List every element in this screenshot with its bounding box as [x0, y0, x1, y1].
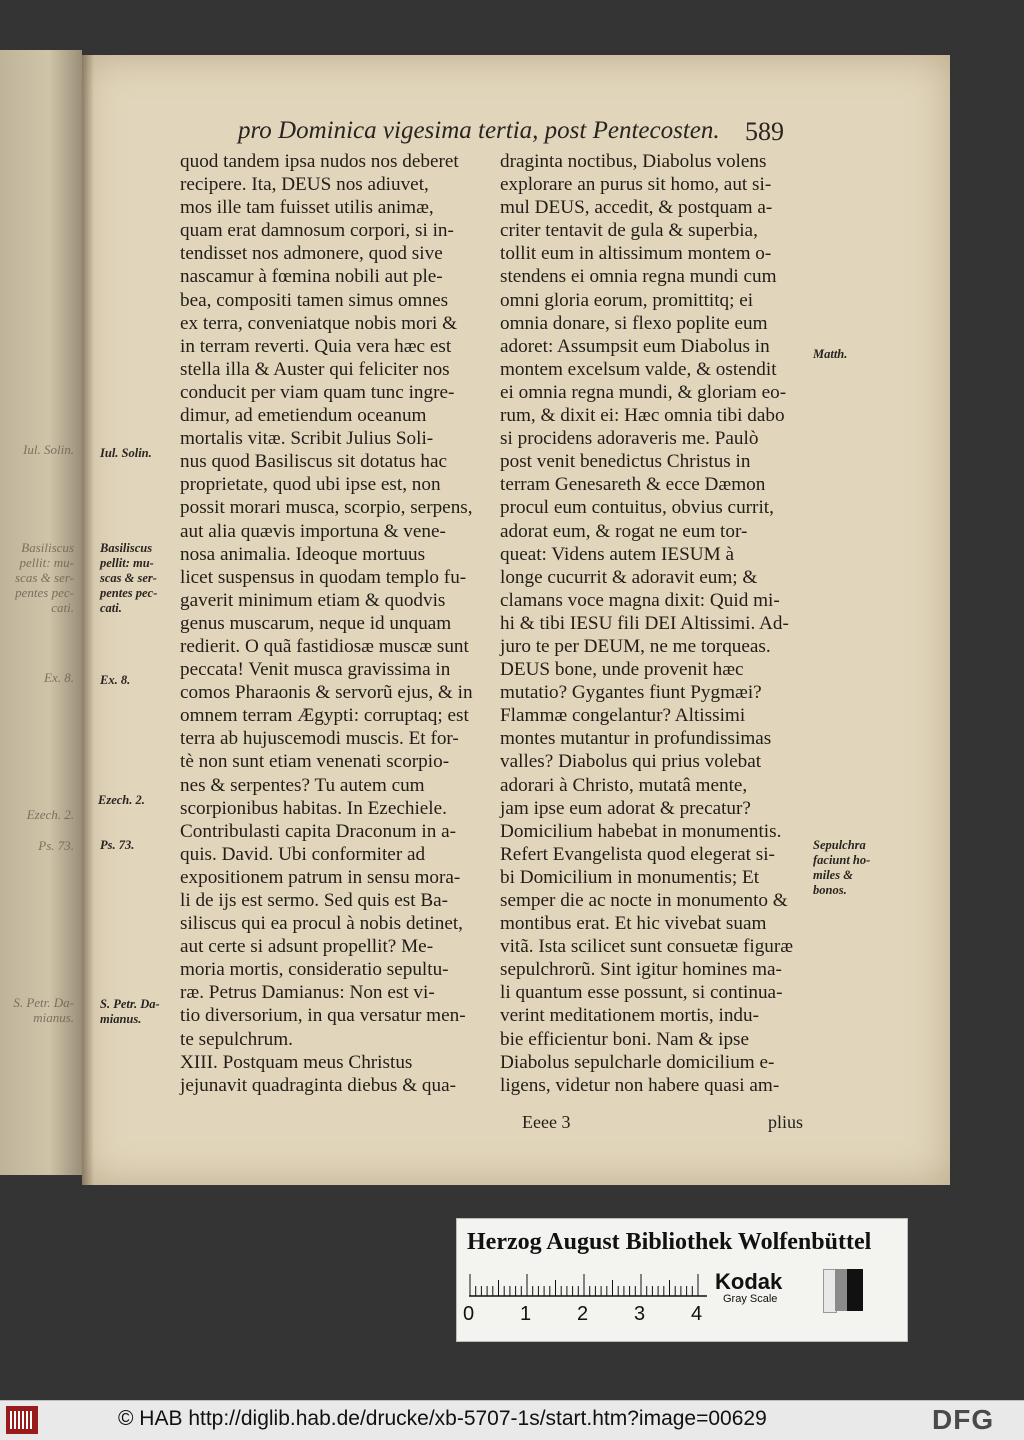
signature-mark: Eeee 3 [522, 1112, 571, 1132]
text-line: recipere. Ita, DEUS nos adiuvet, [180, 174, 429, 196]
text-line: dimur, ad emetiendum oceanum [180, 405, 427, 427]
text-line: Diabolus sepulcharle domicilium e- [500, 1051, 775, 1073]
text-line: quis. David. Ubi conformiter ad [180, 843, 426, 865]
text-line: mul DEUS, accedit, & postquam a- [500, 197, 773, 219]
text-line: bea, compositi tamen simus omnes [180, 289, 449, 311]
text-line: jejunavit quadraginta diebus & qua- [180, 1074, 457, 1096]
text-line: adorat eum, & rogat ne eum tor- [500, 520, 748, 542]
text-line: verint meditationem mortis, indu- [500, 1005, 759, 1027]
margin-line: miles & [813, 868, 853, 882]
text-line: clamans voce magna dixit: Quid mi- [500, 589, 780, 611]
text-line: scorpionibus habitas. In Ezechiele. [180, 797, 447, 819]
margin-line: cati. [100, 601, 122, 615]
margin-note-sepulchra [813, 838, 870, 898]
text-line: adorari à Christo, mutatâ mente, [500, 774, 748, 796]
text-line: nes & serpentes? Tu autem cum [180, 774, 425, 796]
ghost-note-ezech: Ezech. 2. [26, 807, 74, 822]
text-line: ex terra, conveniatque nobis mori & [180, 312, 458, 334]
text-line: draginta noctibus, Diabolus volens [500, 151, 767, 172]
text-line: quam erat damnosum corpori, si in- [180, 220, 454, 242]
text-line: bi Domicilium in monumentis; Et [500, 866, 760, 888]
text-line: moria mortis, consideratio sepultu- [180, 959, 449, 981]
text-line: aut certe si adsunt propellit? Me- [180, 936, 434, 958]
ghost-note-psalm: Ps. 73. [38, 838, 74, 853]
text-line: hi & tibi IESU fili DEI Altissimi. Ad- [500, 612, 789, 634]
text-line: montibus erat. Et hic vivebat suam [500, 913, 767, 935]
text-line: tè non sunt etiam venenati scorpio- [180, 751, 450, 773]
text-line: te sepulchrum. [180, 1028, 293, 1050]
margin-line: scas & ser- [100, 571, 157, 585]
text-line: terra ab hujuscemodi muscis. Et for- [180, 728, 459, 750]
text-line: gaverit minimum etiam & quodvis [180, 589, 446, 611]
ruler-number: 0 [463, 1303, 475, 1325]
ghost-note-basiliscus [15, 540, 74, 615]
text-line: mutatio? Gygantes fiunt Pygmæi? [500, 682, 762, 704]
text-line: tendisset nos admonere, quod sive [180, 243, 443, 265]
text-line: ligens, videtur non habere quasi am- [500, 1074, 780, 1096]
margin-note-matth: Matth. [813, 347, 848, 361]
ruler-number: 4 [691, 1303, 703, 1325]
dfg-logo: DFG [932, 1404, 995, 1435]
text-line: semper die ac nocte in monumento & [500, 890, 788, 911]
text-line: post venit benedictus Christus in [500, 451, 751, 473]
text-line: proprietate, quod ubi ipse est, non [180, 474, 441, 496]
text-line: siliscus qui ea procul à nobis detinet, [180, 913, 463, 935]
margin-note-damianus [100, 997, 160, 1027]
margin-note-solin: Iul. Solin. [100, 446, 152, 460]
text-line: ei omnia regna mundi, & gloriam eo- [500, 381, 787, 403]
margin-note-ezech: Ezech. 2. [98, 793, 145, 807]
text-line: tio diversorium, in qua versatur men- [180, 1005, 466, 1027]
text-line: mos ille tam fuisset utilis animæ, [180, 197, 434, 219]
margin-line: Basiliscus [100, 541, 153, 555]
ghost-note-exodus: Ex. 8. [44, 670, 74, 685]
text-line: omnem terram Ægypti: corruptaq; est [180, 705, 469, 727]
ghost-line: cati. [51, 600, 74, 615]
text-line: jam ipse eum adorat & precatur? [500, 797, 751, 819]
text-line: licet suspensus in quodam templo fu- [180, 566, 467, 588]
margin-line: faciunt ho- [813, 853, 871, 867]
text-line: Contribulasti capita Draconum in a- [180, 820, 457, 842]
text-line: omnia donare, si flexo poplite eum [500, 312, 768, 334]
margin-line: bonos. [813, 883, 847, 897]
margin-note-basiliscus [100, 541, 157, 616]
text-line: genus muscarum, neque id unquam [180, 612, 452, 634]
text-line: mortalis vitæ. Scribit Julius Soli- [180, 428, 434, 450]
ruler-scale [469, 1271, 709, 1297]
text-line: in terram reverti. Quia vera hæc est [180, 335, 452, 357]
text-line: si procidens adoraveris me. Paulò [500, 428, 759, 450]
text-line: li de ijs est sermo. Sed quis est Ba- [180, 890, 449, 911]
copyright-url[interactable]: © HAB http://diglib.hab.de/drucke/xb-5707-1s/start.htm?image=00629 [118, 1407, 767, 1430]
ghost-line: pentes pec- [15, 585, 74, 600]
margin-note-exodus: Ex. 8. [100, 673, 131, 687]
text-line: possit morari musca, scorpio, serpens, [180, 497, 473, 519]
margin-line: pellit: mu- [100, 556, 154, 570]
text-line: expositionem patrum in sensu mora- [180, 866, 461, 888]
ghost-note-solin: Iul. Solin. [23, 442, 74, 457]
margin-line: S. Petr. Da- [100, 997, 160, 1011]
margin-line: pentes pec- [100, 586, 158, 600]
text-line: valles? Diabolus qui prius volebat [500, 751, 762, 773]
text-line: XIII. Postquam meus Christus [180, 1051, 413, 1073]
text-line: redierit. O quã fastidiosæ muscæ sunt [180, 635, 469, 657]
text-line: DEUS bone, unde provenit hæc [500, 659, 744, 681]
catchword: plius [768, 1112, 804, 1132]
gray-swatch-black [847, 1269, 863, 1311]
gray-swatch-mid [835, 1269, 847, 1311]
gutter-shadow [82, 55, 94, 1185]
ghost-line: scas & ser- [15, 570, 74, 585]
text-line: procul eum contuitus, obvius currit, [500, 497, 774, 519]
running-header: pro Dominica vigesima tertia, post Pentecosten. [238, 117, 720, 144]
ruler-number: 2 [577, 1303, 589, 1325]
page-number: 589 [745, 117, 784, 146]
text-line: Refert Evangelista quod elegerat si- [500, 843, 775, 865]
right-text-column [500, 150, 805, 1097]
text-line: criter tentavit de gula & superbia, [500, 220, 758, 242]
text-line: nus quod Basiliscus sit dotatus hac [180, 451, 448, 473]
facing-page-edge [0, 50, 82, 1175]
text-line: bie efficientur boni. Nam & ipse [500, 1028, 750, 1050]
text-line: nosa animalia. Ideoque mortuus [180, 543, 426, 565]
margin-line: mianus. [100, 1012, 142, 1026]
text-line: queat: Videns autem IESUM à [500, 543, 735, 565]
text-line: Domicilium habebat in monumentis. [500, 820, 782, 842]
text-line: omni gloria eorum, promittitq; ei [500, 289, 754, 311]
ruler-number: 1 [520, 1303, 532, 1325]
text-line: montem excelsum valde, & ostendit [500, 358, 777, 380]
ghost-note-damianus [13, 995, 74, 1025]
text-line: stella illa & Auster qui feliciter nos [180, 358, 450, 380]
text-line: terram Genesareth & ecce Dæmon [500, 474, 766, 496]
left-text-column [180, 150, 484, 1097]
text-line: conducit per viam quam tunc ingre- [180, 381, 455, 403]
text-line: stendens ei omnia regna mundi cum [500, 266, 777, 288]
text-line: montes mutantur in profundissimas [500, 728, 772, 750]
text-line: explorare an purus sit homo, aut si- [500, 174, 772, 196]
text-line: vitã. Ista scilicet sunt consuetæ figuræ [500, 936, 794, 958]
margin-line: Sepulchra [813, 838, 866, 852]
text-line: juro te per DEUM, ne me torqueas. [500, 635, 771, 657]
text-line: nascamur à fœmina nobili aut ple- [180, 266, 443, 288]
text-line: Flammæ congelantur? Altissimi [500, 705, 746, 727]
ghost-line: pellit: mu- [19, 555, 74, 570]
text-line: li quantum esse possunt, si continua- [500, 982, 783, 1004]
library-label-card [456, 1218, 908, 1342]
text-line: adoret: Assumpsit eum Diabolus in [500, 335, 770, 357]
text-line: comos Pharaonis & servorũ ejus, & in [180, 682, 473, 704]
hab-logo-icon [6, 1406, 38, 1434]
ghost-line: mianus. [33, 1010, 74, 1025]
text-line: quod tandem ipsa nudos nos deberet [180, 151, 459, 172]
kodak-logo: Kodak [715, 1269, 783, 1294]
ruler-number: 3 [634, 1303, 646, 1325]
text-line: ræ. Petrus Damianus: Non est vi- [180, 982, 435, 1004]
ghost-line: S. Petr. Da- [13, 995, 74, 1010]
ghost-line: Basiliscus [21, 540, 74, 555]
gray-scale-caption: Gray Scale [723, 1293, 778, 1305]
text-line: rum, & dixit ei: Hæc omnia tibi dabo [500, 405, 785, 427]
text-line: longe cucurrit & adoravit eum; & [500, 566, 758, 588]
library-name: Herzog August Bibliothek Wolfenbüttel [467, 1229, 872, 1255]
footer-bar [0, 1400, 1024, 1440]
text-line: tollit eum in altissimum montem o- [500, 243, 772, 265]
text-line: aut alia quævis importuna & vene- [180, 520, 446, 542]
text-line: peccata! Venit musca gravissima in [180, 659, 451, 681]
text-line: sepulchrorũ. Sint igitur homines ma- [500, 959, 782, 981]
margin-note-psalm: Ps. 73. [100, 838, 135, 852]
